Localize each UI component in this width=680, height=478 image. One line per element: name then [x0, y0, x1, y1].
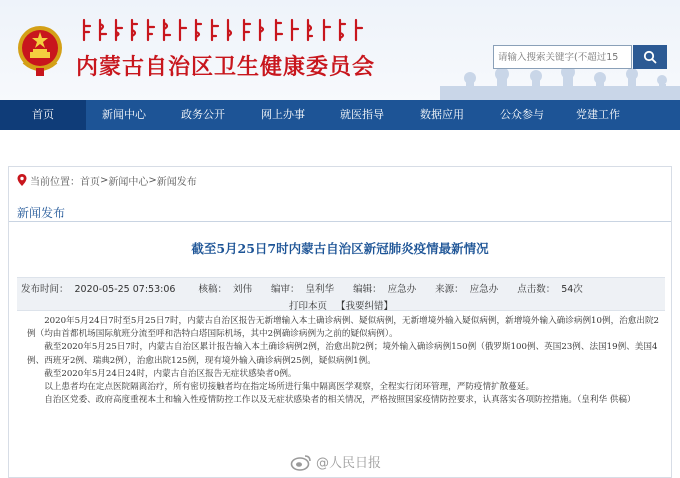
breadcrumb — [17, 171, 197, 189]
nav-item-home[interactable]: 首页 — [0, 100, 86, 130]
nav-item-government-affairs[interactable]: 政务公开 — [181, 108, 225, 121]
article-body — [27, 315, 665, 407]
publish-time-label: 发布时间： — [21, 284, 69, 295]
article-meta-row — [21, 281, 589, 295]
print-page-link[interactable]: 打印本页 — [288, 301, 327, 312]
article-paragraph: 以上患者均在定点医院隔离治疗，所有密切接触者均在指定场所进行集中隔离医学观察，全程实行闭环管理，严防疫情扩散蔓延。 — [44, 382, 535, 393]
source-label: 来源： — [435, 284, 464, 295]
breadcrumb-separator: > — [100, 174, 109, 186]
breadcrumb-news-center[interactable]: 新闻中心 — [108, 176, 149, 188]
article-paragraph: 截至2020年5月25日7时，内蒙古自治区累计报告输入本土确诊病例2例，治愈出院2例；境外输入确诊病例150例（俄罗斯100例、英国23例、法国19例、美国4例、西班牙2例、瑞典2例），治愈出院125例，现有境外输入确诊病例25例，疑似病例1例。 — [27, 342, 658, 366]
article-title: 截至5月25日7时内蒙古自治区新冠肺炎疫情最新情况 — [191, 241, 489, 256]
editor: 皇利华 — [305, 284, 335, 295]
breadcrumb-news-release[interactable]: 新闻发布 — [156, 176, 197, 188]
spacer — [0, 130, 680, 166]
section-divider — [9, 221, 671, 222]
article-paragraph: 自治区党委、政府高度重视本土和输入性疫情防控工作以及无症状感染者的相关情况，严格按照国家疫情防控要求，认真落实各项防控措施。（皇利华 供稿） — [44, 395, 636, 406]
reviewer-label: 核稿： — [198, 284, 227, 295]
article-paragraph: 截至2020年5月24日24时，内蒙古自治区报告无症状感染者0例。 — [44, 368, 297, 379]
site-header — [0, 0, 680, 100]
nav-item-data-application[interactable]: 数据应用 — [420, 108, 464, 121]
nav-item-online-services[interactable]: 网上办事 — [261, 108, 305, 121]
search-button[interactable] — [633, 45, 667, 69]
site-title: 内蒙古自治区卫生健康委员会 — [76, 55, 376, 80]
article-meta — [17, 277, 665, 311]
publish-time: 2020-05-25 07:53:06 — [74, 284, 176, 295]
nav-item-news-center[interactable]: 新闻中心 — [102, 108, 146, 121]
main-nav — [0, 100, 680, 130]
search-input[interactable] — [498, 52, 631, 63]
views-label: 点击数： — [517, 284, 556, 295]
nav-item-public-participation[interactable]: 公众参与 — [500, 108, 544, 121]
article-paragraph: 2020年5月24日7时至5月25日7时，内蒙古自治区报告无新增输入本土确诊病例、疑似病例，无新增境外输入疑似病例，新增境外输入确诊病例10例，治愈出院2例（均由首都机场国际航班分流至呼和浩特白塔国际机场，其中2例确诊病例为之前的疑似病例）。 — [27, 316, 660, 340]
editor2: 应急办 — [387, 284, 417, 295]
editor-label: 编审： — [271, 284, 300, 295]
search-box — [493, 45, 632, 69]
national-emblem-icon — [16, 22, 64, 78]
editor2-label: 编辑： — [353, 284, 382, 295]
breadcrumb-prefix: 当前位置： — [30, 176, 80, 188]
reviewer: 刘伟 — [232, 284, 252, 295]
breadcrumb-separator: > — [148, 174, 157, 186]
report-error-link[interactable]: 【我要纠错】 — [336, 301, 394, 312]
weibo-icon — [290, 453, 312, 471]
views-count: 54次 — [561, 284, 583, 295]
section-title: 新闻发布 — [17, 206, 66, 220]
watermark-text: @人民日报 — [316, 456, 382, 471]
mongolian-script-logo — [78, 18, 378, 42]
search-icon — [643, 50, 657, 64]
nav-item-party-building[interactable]: 党建工作 — [576, 108, 620, 121]
content-panel — [8, 166, 672, 478]
source: 应急办 — [469, 284, 499, 295]
breadcrumb-home[interactable]: 首页 — [80, 176, 100, 188]
article-actions — [17, 298, 665, 312]
watermark — [290, 452, 381, 471]
nav-item-medical-guide[interactable]: 就医指导 — [340, 108, 384, 121]
location-pin-icon — [17, 174, 27, 186]
